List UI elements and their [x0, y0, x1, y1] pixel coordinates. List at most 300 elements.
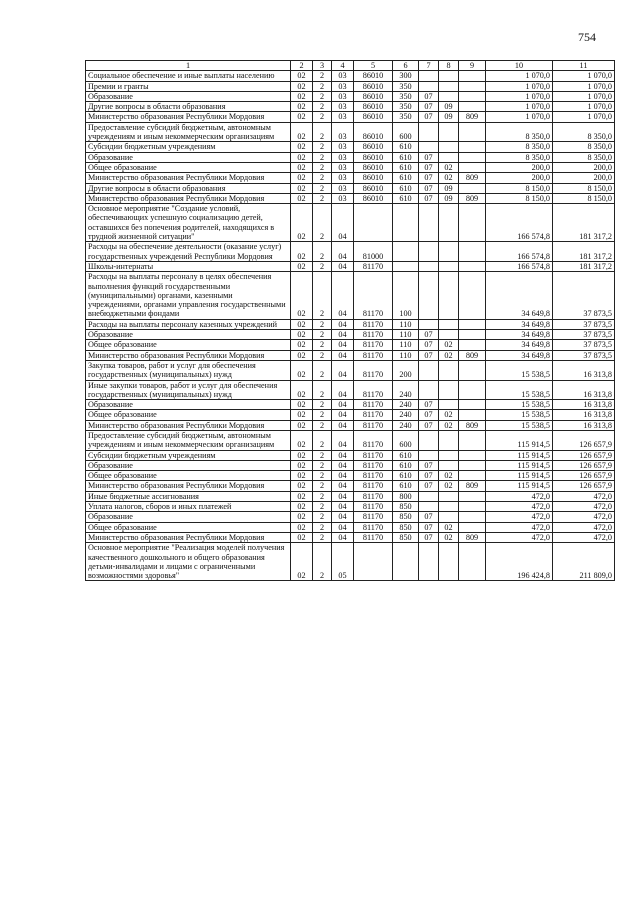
column-header-9: 9	[459, 61, 486, 71]
row-name-cell: Образование	[86, 152, 291, 162]
cell-c6	[393, 543, 419, 581]
cell-c11: 8 350,0	[553, 152, 615, 162]
cell-c8: 02	[439, 410, 459, 420]
table-row	[86, 81, 615, 91]
cell-c6: 240	[393, 380, 419, 400]
cell-c4: 04	[332, 502, 354, 512]
cell-c9	[459, 152, 486, 162]
cell-c2: 02	[291, 430, 313, 450]
cell-c9	[459, 242, 486, 262]
row-name-cell: Образование	[86, 91, 291, 101]
cell-c5: 86010	[354, 193, 393, 203]
cell-c8	[439, 152, 459, 162]
cell-c4: 03	[332, 102, 354, 112]
table-row	[86, 142, 615, 152]
cell-c5: 81170	[354, 502, 393, 512]
column-header-2: 2	[291, 61, 313, 71]
cell-c2: 02	[291, 112, 313, 122]
cell-c3: 2	[313, 522, 332, 532]
cell-c11: 472,0	[553, 512, 615, 522]
cell-c9: 809	[459, 173, 486, 183]
cell-c7: 07	[419, 420, 439, 430]
row-name-cell: Закупка товаров, работ и услуг для обеспечения государственных (муниципальных) нужд	[86, 360, 291, 380]
cell-c6: 350	[393, 91, 419, 101]
cell-c5: 86010	[354, 142, 393, 152]
budget-table	[85, 60, 615, 581]
table-row	[86, 360, 615, 380]
table-row	[86, 481, 615, 491]
cell-c6: 600	[393, 122, 419, 142]
cell-c6: 610	[393, 450, 419, 460]
cell-c9	[459, 460, 486, 470]
row-name-cell: Общее образование	[86, 410, 291, 420]
cell-c3: 2	[313, 491, 332, 501]
cell-c4: 04	[332, 360, 354, 380]
cell-c6: 600	[393, 430, 419, 450]
cell-c9	[459, 400, 486, 410]
cell-c9	[459, 71, 486, 81]
cell-c2: 02	[291, 330, 313, 340]
cell-c9	[459, 102, 486, 112]
cell-c8	[439, 142, 459, 152]
table-row	[86, 430, 615, 450]
cell-c9	[459, 142, 486, 152]
cell-c2: 02	[291, 502, 313, 512]
cell-c7: 07	[419, 481, 439, 491]
cell-c5: 81170	[354, 410, 393, 420]
cell-c3: 2	[313, 532, 332, 542]
cell-c6: 110	[393, 340, 419, 350]
cell-c10: 8 350,0	[486, 122, 553, 142]
table-row	[86, 512, 615, 522]
row-name-cell: Образование	[86, 460, 291, 470]
cell-c4: 03	[332, 162, 354, 172]
cell-c5: 86010	[354, 102, 393, 112]
cell-c2: 02	[291, 543, 313, 581]
cell-c10: 8 150,0	[486, 183, 553, 193]
cell-c4: 04	[332, 380, 354, 400]
cell-c8	[439, 319, 459, 329]
cell-c8	[439, 450, 459, 460]
cell-c10: 15 538,5	[486, 400, 553, 410]
cell-c2: 02	[291, 91, 313, 101]
cell-c3: 2	[313, 330, 332, 340]
cell-c3: 2	[313, 112, 332, 122]
cell-c8: 02	[439, 420, 459, 430]
cell-c8	[439, 122, 459, 142]
cell-c6: 300	[393, 71, 419, 81]
cell-c9	[459, 319, 486, 329]
cell-c7: 07	[419, 522, 439, 532]
table-row	[86, 193, 615, 203]
cell-c8	[439, 330, 459, 340]
cell-c11: 1 070,0	[553, 112, 615, 122]
column-header-6: 6	[393, 61, 419, 71]
cell-c5: 81170	[354, 340, 393, 350]
table-row	[86, 162, 615, 172]
column-header-7: 7	[419, 61, 439, 71]
cell-c7: 07	[419, 152, 439, 162]
cell-c8: 09	[439, 112, 459, 122]
cell-c3: 2	[313, 173, 332, 183]
cell-c11: 472,0	[553, 532, 615, 542]
cell-c10: 15 538,5	[486, 410, 553, 420]
cell-c2: 02	[291, 532, 313, 542]
cell-c9	[459, 261, 486, 271]
cell-c11: 472,0	[553, 522, 615, 532]
cell-c11: 1 070,0	[553, 91, 615, 101]
cell-c6: 610	[393, 481, 419, 491]
cell-c5: 81170	[354, 460, 393, 470]
cell-c6: 850	[393, 522, 419, 532]
cell-c2: 02	[291, 522, 313, 532]
cell-c7: 07	[419, 193, 439, 203]
cell-c7	[419, 380, 439, 400]
cell-c9	[459, 122, 486, 142]
cell-c6: 110	[393, 319, 419, 329]
row-name-cell: Другие вопросы в области образования	[86, 183, 291, 193]
cell-c5: 86010	[354, 122, 393, 142]
cell-c6: 240	[393, 420, 419, 430]
cell-c7: 07	[419, 173, 439, 183]
cell-c4: 03	[332, 193, 354, 203]
cell-c4: 03	[332, 122, 354, 142]
cell-c8: 09	[439, 102, 459, 112]
cell-c7	[419, 430, 439, 450]
cell-c6: 610	[393, 471, 419, 481]
cell-c4: 04	[332, 340, 354, 350]
cell-c7	[419, 242, 439, 262]
cell-c2: 02	[291, 193, 313, 203]
cell-c5	[354, 543, 393, 581]
cell-c4: 03	[332, 142, 354, 152]
cell-c10: 472,0	[486, 512, 553, 522]
cell-c5: 81170	[354, 319, 393, 329]
cell-c11: 37 873,5	[553, 350, 615, 360]
cell-c10: 15 538,5	[486, 380, 553, 400]
cell-c4: 04	[332, 400, 354, 410]
cell-c10: 8 350,0	[486, 152, 553, 162]
cell-c3: 2	[313, 91, 332, 101]
cell-c11: 126 657,9	[553, 450, 615, 460]
table-row	[86, 122, 615, 142]
cell-c2: 02	[291, 272, 313, 319]
cell-c5: 81170	[354, 522, 393, 532]
cell-c11: 8 150,0	[553, 183, 615, 193]
row-name-cell: Министерство образования Республики Мордовия	[86, 173, 291, 183]
cell-c10: 115 914,5	[486, 481, 553, 491]
cell-c10: 34 649,8	[486, 272, 553, 319]
cell-c5: 86010	[354, 173, 393, 183]
cell-c11: 126 657,9	[553, 481, 615, 491]
cell-c10: 1 070,0	[486, 102, 553, 112]
cell-c6	[393, 242, 419, 262]
cell-c5: 81170	[354, 420, 393, 430]
cell-c10: 8 350,0	[486, 142, 553, 152]
cell-c8	[439, 430, 459, 450]
cell-c9	[459, 272, 486, 319]
cell-c5: 86010	[354, 162, 393, 172]
row-name-cell: Основное мероприятие "Создание условий, обеспечивающих успешную социализацию детей, оставшихся без попечения родителей, находящихся в трудной жизненной ситуации"	[86, 204, 291, 242]
cell-c11: 181 317,2	[553, 204, 615, 242]
table-row	[86, 173, 615, 183]
cell-c7: 07	[419, 112, 439, 122]
row-name-cell: Основное мероприятие "Реализация моделей получения качественного дошкольного и общего образования детьми-инвалидами и лицами с ограниченными возможностями здоровья"	[86, 543, 291, 581]
cell-c9: 809	[459, 481, 486, 491]
cell-c11: 8 350,0	[553, 122, 615, 142]
table-row	[86, 380, 615, 400]
cell-c10: 166 574,8	[486, 204, 553, 242]
cell-c2: 02	[291, 162, 313, 172]
column-header-4: 4	[332, 61, 354, 71]
cell-c11: 126 657,9	[553, 460, 615, 470]
cell-c6: 200	[393, 360, 419, 380]
cell-c3: 2	[313, 319, 332, 329]
table-row	[86, 410, 615, 420]
cell-c8: 09	[439, 193, 459, 203]
cell-c5: 81170	[354, 450, 393, 460]
cell-c4: 04	[332, 204, 354, 242]
row-name-cell: Школы-интернаты	[86, 261, 291, 271]
row-name-cell: Расходы на выплаты персоналу казенных учреждений	[86, 319, 291, 329]
row-name-cell: Министерство образования Республики Мордовия	[86, 112, 291, 122]
cell-c9	[459, 522, 486, 532]
cell-c5: 86010	[354, 71, 393, 81]
cell-c2: 02	[291, 122, 313, 142]
cell-c8	[439, 400, 459, 410]
row-name-cell: Субсидии бюджетным учреждениям	[86, 450, 291, 460]
cell-c3: 2	[313, 450, 332, 460]
cell-c7: 07	[419, 183, 439, 193]
cell-c10: 1 070,0	[486, 112, 553, 122]
cell-c4: 04	[332, 460, 354, 470]
cell-c9	[459, 330, 486, 340]
table-row	[86, 204, 615, 242]
cell-c10: 472,0	[486, 532, 553, 542]
cell-c3: 2	[313, 142, 332, 152]
cell-c3: 2	[313, 261, 332, 271]
cell-c6: 850	[393, 502, 419, 512]
cell-c4: 03	[332, 71, 354, 81]
cell-c9	[459, 502, 486, 512]
cell-c4: 04	[332, 471, 354, 481]
cell-c8	[439, 204, 459, 242]
cell-c8	[439, 543, 459, 581]
cell-c9: 809	[459, 532, 486, 542]
row-name-cell: Общее образование	[86, 471, 291, 481]
cell-c2: 02	[291, 102, 313, 112]
cell-c8: 02	[439, 522, 459, 532]
cell-c11: 8 350,0	[553, 142, 615, 152]
cell-c4: 04	[332, 430, 354, 450]
column-header-3: 3	[313, 61, 332, 71]
cell-c2: 02	[291, 142, 313, 152]
cell-c11: 37 873,5	[553, 340, 615, 350]
cell-c11: 16 313,8	[553, 420, 615, 430]
cell-c7: 07	[419, 460, 439, 470]
cell-c9: 809	[459, 193, 486, 203]
cell-c9	[459, 491, 486, 501]
cell-c2: 02	[291, 81, 313, 91]
row-name-cell: Расходы на обеспечение деятельности (оказание услуг) государственных учреждений Республики Мордовия	[86, 242, 291, 262]
cell-c6: 350	[393, 102, 419, 112]
table-row	[86, 400, 615, 410]
cell-c2: 02	[291, 71, 313, 81]
cell-c6	[393, 261, 419, 271]
cell-c8: 02	[439, 471, 459, 481]
cell-c3: 2	[313, 350, 332, 360]
cell-c9	[459, 204, 486, 242]
row-name-cell: Субсидии бюджетным учреждениям	[86, 142, 291, 152]
cell-c3: 2	[313, 204, 332, 242]
cell-c9	[459, 340, 486, 350]
cell-c3: 2	[313, 122, 332, 142]
cell-c2: 02	[291, 491, 313, 501]
cell-c9	[459, 360, 486, 380]
cell-c3: 2	[313, 183, 332, 193]
cell-c8: 02	[439, 162, 459, 172]
row-name-cell: Министерство образования Республики Мордовия	[86, 193, 291, 203]
cell-c10: 200,0	[486, 162, 553, 172]
cell-c8	[439, 512, 459, 522]
cell-c5: 81170	[354, 272, 393, 319]
cell-c4: 04	[332, 261, 354, 271]
cell-c7: 07	[419, 410, 439, 420]
cell-c9: 809	[459, 420, 486, 430]
cell-c4: 04	[332, 242, 354, 262]
cell-c5: 86010	[354, 183, 393, 193]
cell-c2: 02	[291, 471, 313, 481]
cell-c2: 02	[291, 173, 313, 183]
cell-c9	[459, 543, 486, 581]
cell-c7	[419, 272, 439, 319]
row-name-cell: Общее образование	[86, 162, 291, 172]
cell-c4: 03	[332, 91, 354, 101]
cell-c7	[419, 122, 439, 142]
cell-c6: 850	[393, 532, 419, 542]
cell-c9: 809	[459, 112, 486, 122]
cell-c2: 02	[291, 481, 313, 491]
cell-c10: 15 538,5	[486, 420, 553, 430]
cell-c8	[439, 71, 459, 81]
cell-c7	[419, 81, 439, 91]
cell-c9	[459, 512, 486, 522]
cell-c4: 04	[332, 512, 354, 522]
cell-c3: 2	[313, 360, 332, 380]
cell-c10: 196 424,8	[486, 543, 553, 581]
cell-c8	[439, 360, 459, 380]
table-row	[86, 152, 615, 162]
cell-c5: 81170	[354, 350, 393, 360]
table-row	[86, 183, 615, 193]
cell-c10: 1 070,0	[486, 91, 553, 101]
row-name-cell: Иные закупки товаров, работ и услуг для обеспечения государственных (муниципальных) нужд	[86, 380, 291, 400]
cell-c6	[393, 204, 419, 242]
cell-c7: 07	[419, 512, 439, 522]
cell-c3: 2	[313, 430, 332, 450]
row-name-cell: Другие вопросы в области образования	[86, 102, 291, 112]
cell-c6: 100	[393, 272, 419, 319]
table-row	[86, 242, 615, 262]
cell-c3: 2	[313, 242, 332, 262]
cell-c9	[459, 162, 486, 172]
row-name-cell: Уплата налогов, сборов и иных платежей	[86, 502, 291, 512]
cell-c4: 03	[332, 81, 354, 91]
cell-c3: 2	[313, 272, 332, 319]
cell-c3: 2	[313, 152, 332, 162]
cell-c7: 07	[419, 340, 439, 350]
cell-c5: 81170	[354, 532, 393, 542]
table-row	[86, 91, 615, 101]
cell-c7: 07	[419, 91, 439, 101]
table-row	[86, 261, 615, 271]
cell-c2: 02	[291, 319, 313, 329]
row-name-cell: Расходы на выплаты персоналу в целях обеспечения выполнения функций государственными (муниципальными) органами, казенными учреждениями, органами управления государственными внебюджетными фондами	[86, 272, 291, 319]
table-row	[86, 450, 615, 460]
column-header-11: 11	[553, 61, 615, 71]
cell-c5: 81170	[354, 491, 393, 501]
cell-c5: 81170	[354, 512, 393, 522]
cell-c10: 115 914,5	[486, 471, 553, 481]
cell-c8	[439, 261, 459, 271]
cell-c11: 16 313,8	[553, 400, 615, 410]
cell-c4: 04	[332, 532, 354, 542]
cell-c11: 181 317,2	[553, 242, 615, 262]
cell-c6: 610	[393, 142, 419, 152]
cell-c8	[439, 502, 459, 512]
cell-c5: 81170	[354, 330, 393, 340]
cell-c2: 02	[291, 340, 313, 350]
table-row	[86, 491, 615, 501]
cell-c7: 07	[419, 330, 439, 340]
cell-c3: 2	[313, 420, 332, 430]
cell-c5	[354, 204, 393, 242]
cell-c10: 34 649,8	[486, 319, 553, 329]
header-row	[86, 61, 615, 71]
row-name-cell: Министерство образования Республики Мордовия	[86, 481, 291, 491]
cell-c6: 350	[393, 112, 419, 122]
cell-c5: 81170	[354, 430, 393, 450]
cell-c6: 610	[393, 183, 419, 193]
table-row	[86, 522, 615, 532]
cell-c3: 2	[313, 380, 332, 400]
cell-c8: 02	[439, 340, 459, 350]
cell-c11: 126 657,9	[553, 430, 615, 450]
cell-c7	[419, 204, 439, 242]
row-name-cell: Министерство образования Республики Мордовия	[86, 420, 291, 430]
cell-c11: 16 313,8	[553, 410, 615, 420]
cell-c3: 2	[313, 340, 332, 350]
cell-c5: 81000	[354, 242, 393, 262]
cell-c5: 81170	[354, 380, 393, 400]
row-name-cell: Министерство образования Республики Мордовия	[86, 532, 291, 542]
row-name-cell: Предоставление субсидий бюджетным, автономным учреждениям и иным некоммерческим организациям	[86, 122, 291, 142]
row-name-cell: Образование	[86, 400, 291, 410]
cell-c11: 16 313,8	[553, 360, 615, 380]
cell-c6: 350	[393, 81, 419, 91]
table-row	[86, 340, 615, 350]
page-number: 754	[578, 30, 596, 44]
cell-c3: 2	[313, 460, 332, 470]
cell-c11: 37 873,5	[553, 319, 615, 329]
cell-c3: 2	[313, 471, 332, 481]
cell-c5: 81170	[354, 471, 393, 481]
row-name-cell: Премии и гранты	[86, 81, 291, 91]
cell-c8: 02	[439, 481, 459, 491]
cell-c10: 115 914,5	[486, 430, 553, 450]
row-name-cell: Предоставление субсидий бюджетным, автономным учреждениям и иным некоммерческим организациям	[86, 430, 291, 450]
cell-c8	[439, 81, 459, 91]
